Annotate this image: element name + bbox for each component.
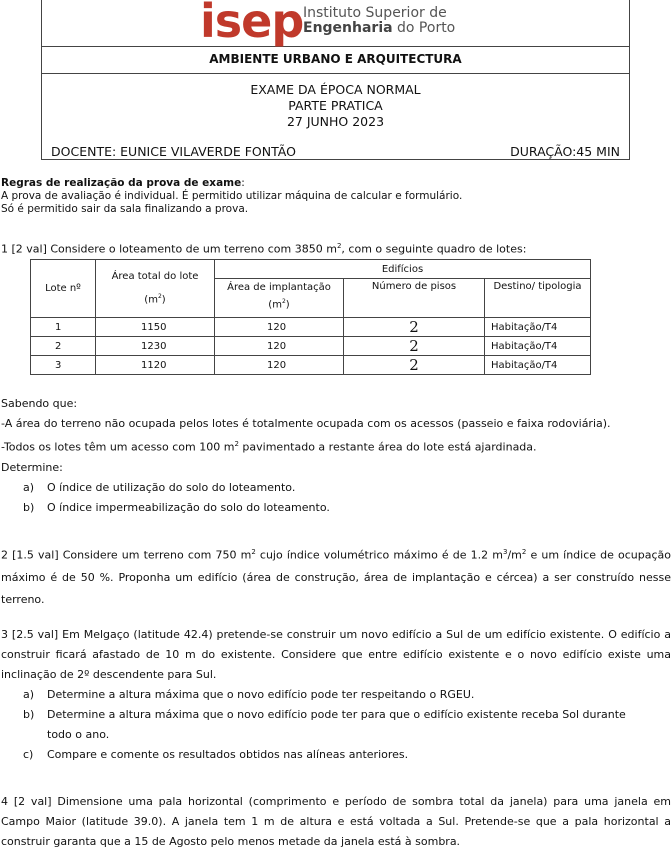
item-c: c) Compare e comente os resultados obtidos nas alíneas anteriores. [23,748,409,761]
knowing-label: Sabendo que: [1,397,78,410]
logo-row [42,0,629,47]
rule-line-2: Só é permitido sair da sala finalizando a prova. [1,203,249,215]
cell-destination: Habitação/T4 [485,337,591,356]
cell-lot: 1 [31,318,96,337]
exam-date: 27 JUNHO 2023 [286,114,385,129]
cell-floors: 2 [344,318,485,337]
table-row [31,337,591,356]
cell-floors: 2 [344,337,485,356]
header-destination: Destino/ tipologia [485,279,591,318]
question-3-intro: 3 [2.5 val] Em Melgaço (latitude 42.4) pretende-se construir um novo edifício a Sul de um edifício existente. O edifício a construir ficará afastado de 10 m do existente. Considere que entre edifício existente e o novo edifício existe uma inclinação de 2º descendente para Sul. [1,628,671,681]
fact-2: -Todos os lotes têm um acesso com 100 $m^2$ pavimentado a restante área do lote está ajardinada. [1,440,537,454]
cell-area-total: 1230 [96,337,215,356]
institution-line-1: Instituto Superior de [303,5,447,21]
cell-lot: 3 [31,356,96,375]
cell-area-total: 1120 [96,356,215,375]
rule-line-1: A prova de avaliação é individual. É permitido utilizar máquina de calcular e formulário. [1,190,463,202]
question-3 [1,625,671,765]
cell-area-impl: 120 [215,337,344,356]
exam-rules [1,177,661,216]
fact-1: -A área do terreno não ocupada pelos lotes é totalmente ocupada com os acessos (passeio e faixa rodoviária). [1,417,611,430]
question-1-body [1,394,671,518]
determine-label: Determine: [1,460,63,474]
item-b: b) Determine a altura máxima que o novo edifício pode ter para que o edifício existente receba Sol durante [23,708,626,721]
header-floors: Número de pisos [344,279,485,318]
header-lot: Lote nº [31,260,96,318]
institution-name [303,6,455,36]
item-a: a) Determine a altura máxima que o novo edifício pode ter respeitando o RGEU. [23,688,475,701]
exam-info [42,82,629,130]
table-row [31,318,591,337]
institution-line-2: Engenharia do Porto [303,20,456,36]
course-title: AMBIENTE URBANO E ARQUITECTURA [209,52,462,66]
item-b-continued: todo o ano. [47,728,110,741]
teacher-name: DOCENTE: EUNICE VILAVERDE FONTÃO [51,144,296,159]
cell-lot: 2 [31,337,96,356]
exam-duration: DURAÇÃO:45 MIN [510,144,620,159]
item-a: a) O índice de utilização do solo do loteamento. [23,480,296,494]
rules-heading-line: Regras de realização da prova de exame: [1,177,245,189]
lots-table [30,259,591,375]
exam-header [41,0,630,160]
cell-destination: Habitação/T4 [485,318,591,337]
cell-area-impl: 120 [215,318,344,337]
header-area-impl: Área de implantação $(m^2)$ [215,279,344,318]
cell-floors: 2 [344,356,485,375]
header-buildings: Edifícios [215,260,591,279]
course-divider [42,73,629,74]
cell-area-total: 1150 [96,318,215,337]
table-row [31,356,591,375]
isep-logo: isep [200,0,304,48]
cell-destination: Habitação/T4 [485,356,591,375]
header-area-total: Área total do lote $(m^2)$ [96,260,215,318]
question-2: 2 [1.5 val] Considere um terreno com 750 $m^2$ cujo índice volumétrico máximo é de 1.2 $m^3/m^2$ e um índice de ocupação máximo é de 50 %. Proponha um edifício (área de construção, área de implantação e cércea) a ser construído nesse terreno. [1,548,672,606]
question-4: 4 [2 val] Dimensione uma pala horizontal (comprimento e período de sombra total da janela) para uma janela em Campo Maior (latitude 39.0). A janela tem 1 m de altura e está voltada a Sul. Pretende-se que a pala horizontal a construir garanta que a 15 de Agosto pelo menos metade da janela está à sombra. [1,795,671,848]
item-b: b) O índice impermeabilização do solo do loteamento. [23,500,330,514]
exam-season: EXAME DA ÉPOCA NORMAL [250,82,421,97]
cell-area-impl: 120 [215,356,344,375]
exam-part: PARTE PRATICA [288,98,383,113]
question-1-intro: 1 [2 val] Considere o loteamento de um terreno com 3850 $m^2$, com o seguinte quadro de lotes: [1,242,527,256]
rules-heading: Regras de realização da prova de exame [1,177,242,189]
